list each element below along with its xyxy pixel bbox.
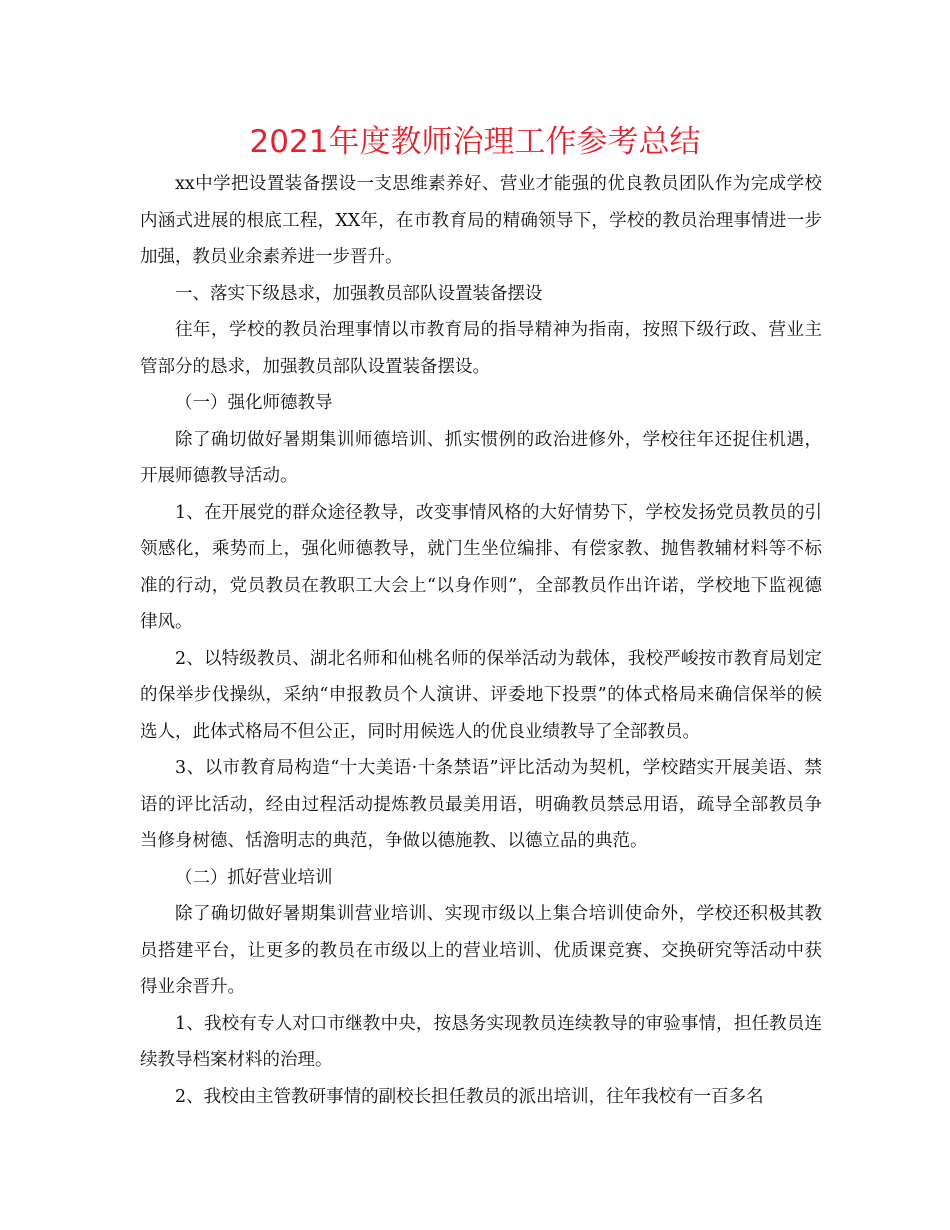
paragraph: 除了确切做好暑期集训营业培训、实现市级以上集合培训使命外，学校还积极其教员搭建平台，让更多的教员在市级以上的营业培训、优质课竞赛、交换研究等活动中获得业余晋升。: [140, 904, 822, 997]
subsection-heading-1: （一）强化师德教导: [175, 393, 333, 413]
list-item-2: 2、我校由主管教研事情的副校长担任教员的派出培训，往年我校有一百多名: [175, 1086, 764, 1107]
paragraph: 除了确切做好暑期集训师德培训、抓实惯例的政治进修外，学校往年还捉住机遇，开展师德教导活动。: [140, 429, 822, 486]
document-title: 2021年度教师治理工作参考总结: [249, 124, 701, 160]
section-heading-1: 一、落实下级恳求，加强教员部队设置装备摆设: [175, 283, 543, 304]
paragraph: 往年，学校的教员治理事情以市教育局的指导精神为指南，按照下级行政、营业主管部分的恳求，加强教员部队设置装备摆设。: [140, 320, 822, 377]
list-item-2: 2、以特级教员、湖北名师和仙桃名师的保举活动为载体，我校严峻按市教育局划定的保举步伐操纵，采纳“申报教员个人演讲、评委地下投票”的体式格局来确信保举的候选人，此体式格局不但公正，同时用候选人的优良业绩教导了全部教员。: [140, 648, 822, 742]
list-item-1: 1、在开展党的群众途径教导，改变事情风格的大好情势下，学校发扬党员教员的引领感化，乘势而上，强化师德教导，就门生坐位编排、有偿家教、抛售教辅材料等不标准的行动，党员教员在教职工大会上“以身作则”，全部教员作出许诺，学校地下监视德律风。: [140, 502, 822, 632]
subsection-heading-2: （二）抓好营业培训: [175, 867, 333, 888]
paragraph-intro: xx中学把设置装备摆设一支思维素养好、营业才能强的优良教员团队作为完成学校内涵式进展的根底工程，XX年，在市教育局的精确领导下，学校的教员治理事情进一步加强，教员业余素养进一步晋升。: [140, 174, 822, 267]
list-item-3: 3、以市教育局构造“十大美语·十条禁语”评比活动为契机，学校踏实开展美语、禁语的评比活动，经由过程活动提炼教员最美用语，明确教员禁忌用语，疏导全部教员争当修身树德、恬澹明志的典范，争做以德施教、以德立品的典范。: [140, 758, 822, 851]
document-body: [140, 166, 822, 1115]
list-item-1: 1、我校有专人对口市继教中央，按恳务实现教员连续教导的审验事情，担任教员连续教导档案材料的治理。: [140, 1013, 822, 1070]
